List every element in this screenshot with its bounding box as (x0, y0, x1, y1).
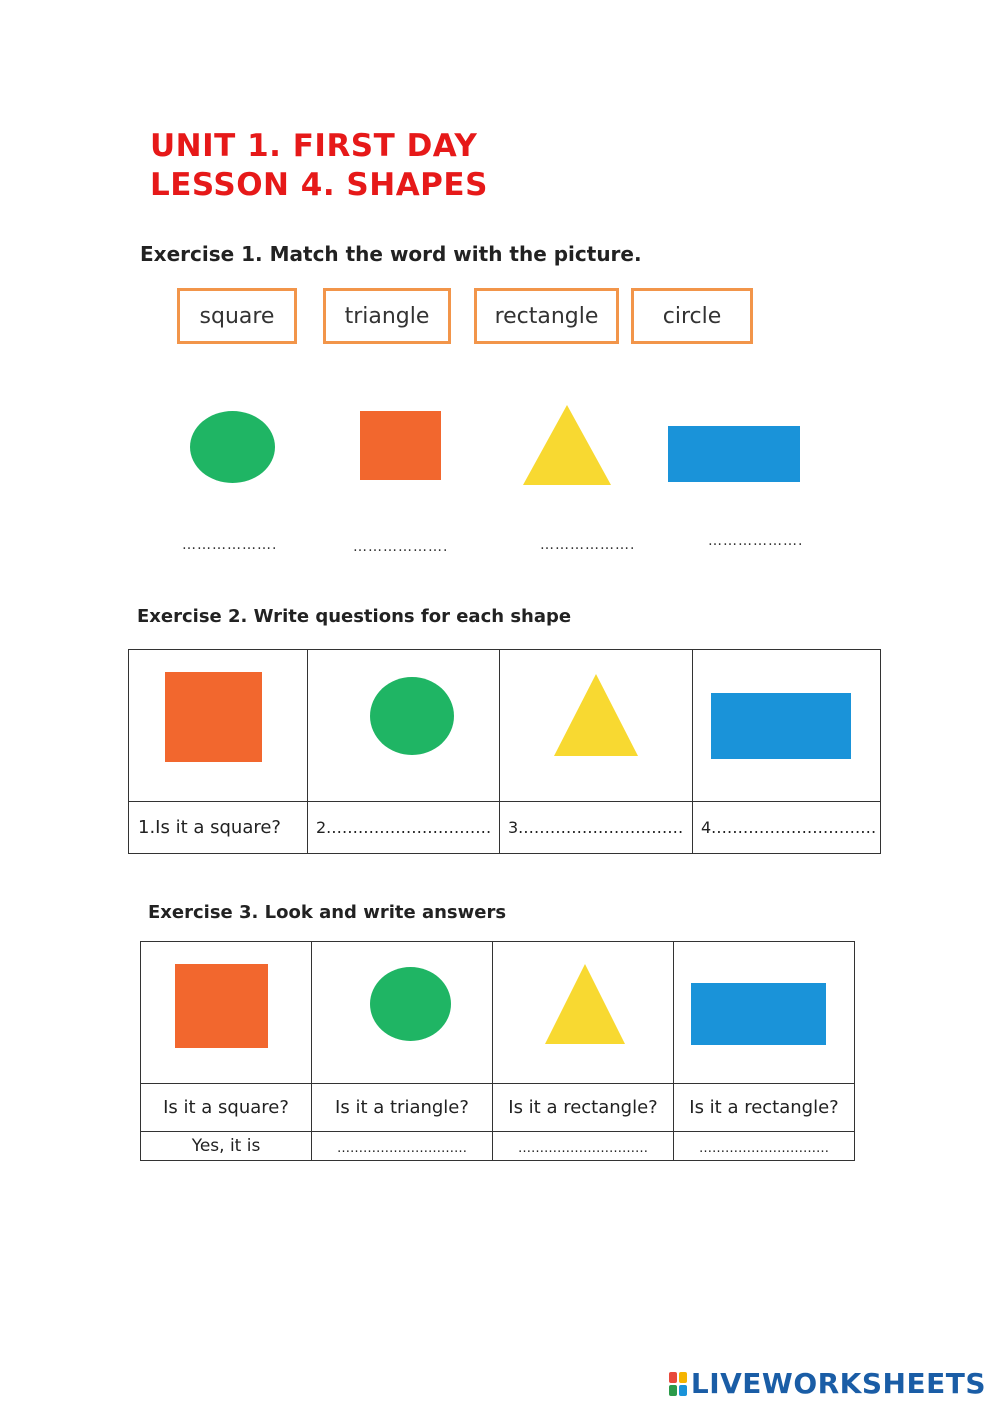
ex2-answer-1: 1.Is it a square? (138, 817, 281, 838)
ex2-cell-circle (308, 650, 500, 802)
word-box-circle[interactable]: circle (631, 288, 753, 344)
exercise3-shape-row (141, 942, 855, 1084)
ex3-question-2: Is it a triangle? (335, 1097, 469, 1118)
triangle-picture (523, 405, 611, 485)
exercise2-shape-row (129, 650, 881, 802)
answer-blank-1[interactable]: ………………. (182, 537, 278, 553)
ex3-answer-4[interactable]: ………………………… (699, 1140, 829, 1156)
word-box-square[interactable]: square (177, 288, 297, 344)
exercise2-table (128, 649, 881, 854)
ex3-cell-triangle (493, 942, 674, 1084)
answer-blank-4[interactable]: ………………. (708, 533, 804, 549)
ex3-answer-3[interactable]: ………………………… (518, 1140, 648, 1156)
ex3-question-3: Is it a rectangle? (508, 1097, 658, 1118)
rectangle-picture (668, 426, 800, 482)
ex2-rectangle-shape (711, 693, 851, 759)
ex3-question-1: Is it a square? (163, 1097, 289, 1118)
answer-blank-3[interactable]: ………………. (540, 537, 636, 553)
ex3-triangle-shape (545, 964, 625, 1044)
exercise3-table (140, 941, 855, 1161)
exercise1-heading: Exercise 1. Match the word with the picture. (140, 242, 642, 266)
liveworksheets-logo (669, 1367, 986, 1400)
liveworksheets-logo-icon (669, 1372, 687, 1396)
ex3-square-shape (175, 964, 268, 1048)
liveworksheets-logo-text: LIVEWORKSHEETS (690, 1367, 986, 1400)
ex3-cell-circle (312, 942, 493, 1084)
ex3-cell-rectangle (674, 942, 855, 1084)
ex3-question-4: Is it a rectangle? (689, 1097, 839, 1118)
word-box-rectangle[interactable]: rectangle (474, 288, 619, 344)
ex2-answer-2[interactable]: 2.………………………… (316, 818, 492, 837)
ex3-circle-shape (370, 967, 451, 1041)
ex2-cell-square (129, 650, 308, 802)
exercise2-answer-row (129, 802, 881, 854)
exercise3-heading: Exercise 3. Look and write answers (148, 902, 507, 923)
ex3-rectangle-shape (691, 983, 826, 1045)
ex3-answer-1: Yes, it is (191, 1136, 261, 1156)
ex2-cell-rectangle (693, 650, 881, 802)
circle-picture (190, 411, 275, 483)
ex2-square-shape (165, 672, 262, 762)
square-picture (360, 411, 441, 480)
ex2-triangle-shape (554, 674, 638, 756)
word-box-triangle[interactable]: triangle (323, 288, 451, 344)
ex2-circle-shape (370, 677, 454, 755)
exercise3-answer-row (141, 1132, 855, 1161)
ex2-answer-4[interactable]: 4.………………………… (701, 818, 877, 837)
ex3-answer-2[interactable]: ………………………… (337, 1140, 467, 1156)
ex3-cell-square (141, 942, 312, 1084)
ex2-cell-triangle (500, 650, 693, 802)
unit-title: UNIT 1. FIRST DAY (150, 128, 478, 164)
answer-blank-2[interactable]: ………………. (353, 539, 449, 555)
exercise3-question-row (141, 1084, 855, 1132)
ex2-answer-3[interactable]: 3.………………………… (508, 818, 684, 837)
exercise2-heading: Exercise 2. Write questions for each shape (137, 606, 572, 627)
lesson-title: LESSON 4. SHAPES (150, 167, 488, 203)
